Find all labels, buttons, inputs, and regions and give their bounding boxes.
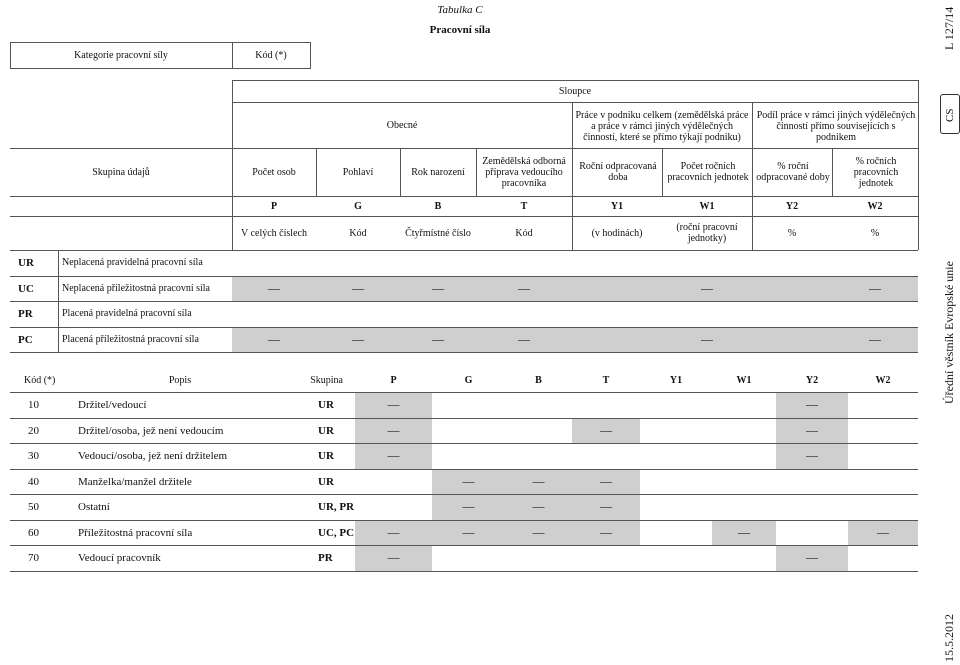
unit-y2: %: [787, 227, 797, 239]
dash-mark: —: [268, 331, 280, 346]
dash-mark: —: [600, 499, 612, 513]
language-code: CS: [944, 108, 956, 122]
code-description: Držitel/osoba, jež není vedoucím: [78, 424, 224, 437]
code-table-header-t: T: [602, 374, 610, 386]
code-group: UR: [318, 399, 334, 411]
code-table-header-w1: W1: [736, 374, 752, 386]
dash-mark: —: [387, 397, 400, 411]
dash-mark: —: [806, 422, 818, 437]
dash-mark: —: [352, 331, 364, 346]
code-value: 70: [28, 552, 39, 564]
group-label: Placená příležitostná pracovní síla: [62, 333, 199, 345]
code-table-header-code: Kód (*): [24, 374, 56, 386]
code-value: 60: [28, 526, 39, 539]
group-row-shading: [232, 328, 918, 353]
col-letter-t: T: [520, 200, 528, 212]
dash-mark: —: [268, 280, 280, 295]
dash-mark: —: [600, 524, 612, 539]
code-group: UC, PC: [318, 526, 355, 539]
sub-header-pct-time: % roční odpracované doby: [756, 161, 830, 183]
col-letter-y2: Y2: [785, 200, 799, 212]
code-table-header-group: Skupina: [310, 374, 343, 386]
code-description: Vedoucí pracovník: [78, 552, 161, 564]
code-value: 10: [28, 399, 39, 411]
code-group: UR: [318, 450, 334, 462]
dash-mark: —: [806, 550, 818, 564]
table-title: Pracovní síla: [429, 24, 491, 36]
columns-header: Sloupce: [558, 85, 592, 97]
col-letter-b: B: [434, 200, 442, 212]
group-row-shading: [232, 277, 918, 302]
unit-p: V celých číslech: [241, 227, 307, 239]
code-value: 30: [28, 450, 39, 462]
dash-mark: —: [806, 397, 818, 411]
group-label: Placená pravidelná pracovní síla: [62, 308, 192, 319]
code-value: 40: [28, 475, 39, 488]
group-label: Neplacená pravidelná pracovní síla: [62, 257, 203, 268]
code-group: UR, PR: [318, 501, 355, 513]
dash-mark: —: [869, 331, 881, 346]
dash-mark: —: [600, 473, 612, 488]
sub-header-awu: Počet ročních pracovních jednotek: [667, 161, 749, 183]
page-reference: L 127/14: [942, 6, 956, 50]
code-group: PR: [318, 552, 333, 564]
share-work-header: Podíl práce v rámci jiných výdělečných činností přímo souvisejících s podnikem: [756, 109, 916, 143]
code-group: UR: [318, 475, 334, 488]
code-value: 20: [28, 424, 39, 437]
dash-mark: —: [532, 524, 545, 539]
code-table-header-p: P: [390, 374, 397, 386]
group-label: Neplacená příležitostná pracovní síla: [62, 282, 210, 294]
dash-mark: —: [600, 422, 612, 437]
col-letter-y1: Y1: [610, 200, 624, 212]
code-table-header-w2: W2: [875, 374, 891, 386]
code-table-header-y2: Y2: [805, 374, 819, 386]
sub-header-annual-time: Roční odpracovaná doba: [579, 161, 657, 183]
sub-header-training: Zemědělská odborná příprava vedoucího pracovníka: [482, 155, 566, 189]
dash-mark: —: [462, 499, 475, 513]
dash-mark: —: [532, 473, 545, 488]
dash-mark: —: [387, 524, 400, 539]
group-code: UR: [18, 257, 34, 269]
dash-mark: —: [869, 280, 881, 295]
general-header: Obecné: [386, 119, 418, 131]
dash-mark: —: [701, 280, 713, 295]
unit-b: Čtyřmístné číslo: [405, 227, 471, 239]
dash-mark: —: [387, 550, 400, 564]
dash-mark: —: [352, 280, 364, 295]
group-code: UC: [18, 282, 34, 295]
code-table-header-g: G: [464, 374, 473, 386]
code-table-header-y1: Y1: [669, 374, 683, 386]
unit-w1: (roční pracovní jednotky): [676, 222, 738, 244]
unit-w2: %: [870, 227, 880, 239]
sub-header-pct-awu: % ročních pracovních jednotek: [853, 155, 899, 189]
code-label: Kód (*): [255, 50, 287, 61]
dash-mark: —: [387, 448, 400, 462]
sub-header-sex: Pohlaví: [342, 166, 374, 178]
dash-mark: —: [738, 524, 750, 539]
code-description: Vedoucí/osoba, jež není držitelem: [78, 450, 228, 462]
journal-name: Úřední věstník Evropské unie: [942, 261, 956, 404]
code-table-header-b: B: [535, 374, 542, 386]
dash-mark: —: [532, 499, 545, 513]
group-code: PR: [18, 308, 33, 320]
dash-mark: —: [806, 448, 818, 462]
col-letter-w1: W1: [699, 200, 715, 212]
code-group: UR: [318, 424, 334, 437]
sub-header-persons: Počet osob: [252, 166, 296, 178]
unit-t: Kód: [515, 227, 533, 239]
code-description: Manželka/manžel držitele: [78, 475, 192, 488]
dash-mark: —: [701, 331, 713, 346]
dash-mark: —: [387, 422, 400, 437]
col-letter-p: P: [270, 200, 278, 212]
dash-mark: —: [432, 331, 444, 346]
col-letter-g: G: [354, 200, 362, 212]
col-letter-w2: W2: [867, 200, 883, 212]
code-value: 50: [28, 501, 39, 513]
dash-mark: —: [432, 280, 444, 295]
dash-mark: —: [462, 524, 475, 539]
dash-mark: —: [877, 524, 889, 539]
data-group-header: Skupina údajů: [92, 166, 150, 178]
dash-mark: —: [518, 331, 530, 346]
table-label: Tabulka C: [437, 4, 483, 16]
code-description: Držitel/vedoucí: [78, 399, 147, 411]
group-code: PC: [18, 333, 33, 346]
code-description: Ostatní: [78, 501, 110, 513]
dash-mark: —: [462, 473, 475, 488]
sub-header-birth-year: Rok narození: [411, 166, 465, 178]
category-label: Kategorie pracovní síly: [74, 50, 168, 61]
unit-g: Kód: [349, 227, 367, 239]
total-work-header: Práce v podniku celkem (zemědělská práce a práce v rámci jiných výdělečných činností, které se přímo týkají podniku): [575, 109, 749, 143]
code-table-header-description: Popis: [168, 374, 192, 386]
code-description: Příležitostná pracovní síla: [78, 526, 193, 539]
unit-y1: (v hodinách): [591, 227, 643, 239]
dash-mark: —: [518, 280, 530, 295]
publication-date: 15.5.2012: [942, 614, 956, 662]
